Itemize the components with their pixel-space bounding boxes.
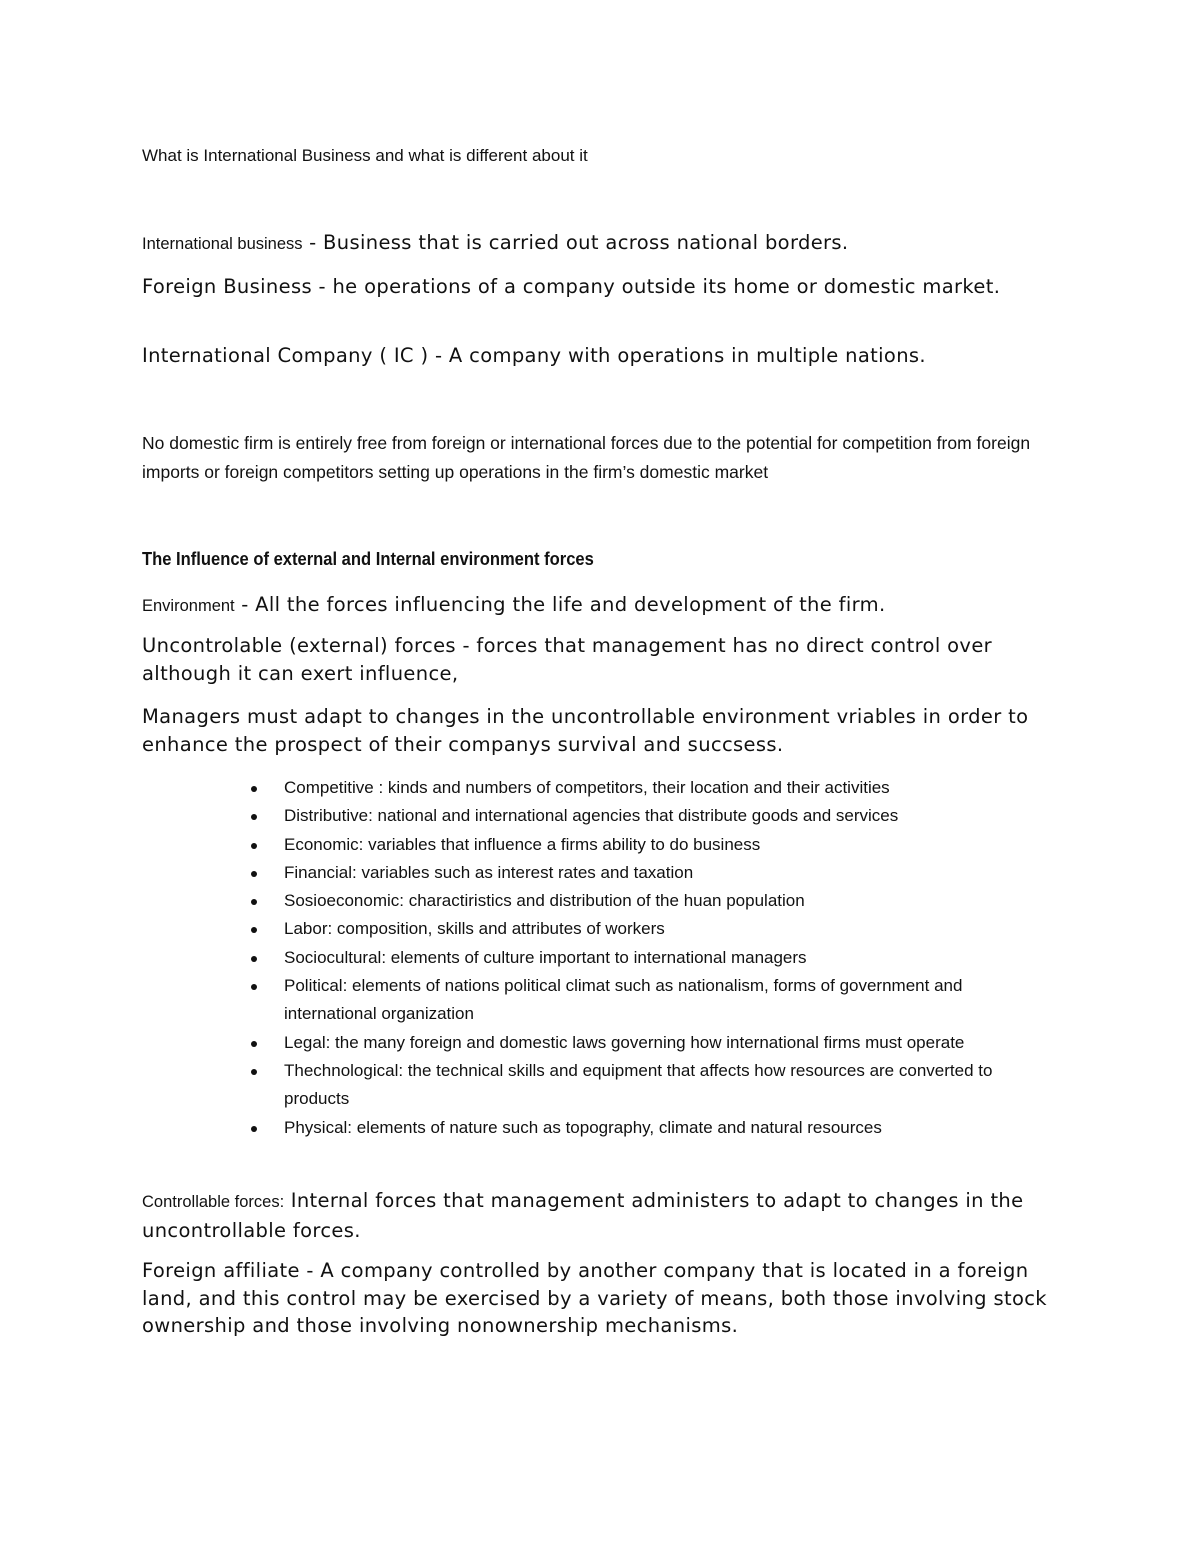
paragraph-text: Managers must adapt to changes in the uncontrollable environment vriables in order to enhance the prospect of their companys survival and succsess. <box>142 705 1029 756</box>
definition-term: Uncontrolable (external) forces <box>142 634 456 657</box>
list-item <box>142 1057 1024 1114</box>
bullet-icon <box>251 984 257 990</box>
list-item <box>142 972 1024 1029</box>
bullet-icon <box>251 871 257 877</box>
definition-international-company <box>142 342 1072 370</box>
definition-term: International Company ( IC ) <box>142 344 429 367</box>
definition-foreign-affiliate <box>142 1257 1072 1340</box>
list-item-text: Labor: composition, skills and attributes of workers <box>284 919 665 939</box>
list-item-text: Political: elements of nations political climat such as nationalism, forms of government and international organization <box>284 976 963 1024</box>
list-item <box>142 774 1024 802</box>
definition-uncontrollable-forces <box>142 632 1072 687</box>
list-item <box>142 859 1024 887</box>
definition-term: Foreign Business <box>142 275 312 298</box>
definition-term: International business <box>142 235 303 253</box>
list-item <box>142 802 1024 830</box>
definition-separator: - <box>428 344 449 367</box>
definition-separator: - <box>302 231 324 254</box>
definition-text: A company controlled by another company that is located in a foreign land, and this control may be exercised by a variety of means, both those involving stock ownership and those involving nonownership mechanisms. <box>142 1259 1047 1337</box>
definition-environment <box>142 591 1072 621</box>
definition-separator: - <box>299 1259 321 1282</box>
definition-text: All the forces influencing the life and development of the firm. <box>255 593 886 616</box>
definition-text: Internal forces that management administers to adapt to changes in the uncontrollable forces. <box>142 1189 1024 1242</box>
bullet-icon <box>251 956 257 962</box>
list-item-text: Financial: variables such as interest rates and taxation <box>284 862 694 882</box>
definition-controllable-forces <box>142 1187 1072 1244</box>
list-item-text: Legal: the many foreign and domestic laws governing how international firms must operate <box>284 1032 965 1052</box>
bullet-icon <box>251 899 257 905</box>
list-item <box>142 831 1024 859</box>
paragraph-domestic-firm: No domestic firm is entirely free from foreign or international forces due to the potential for competition from foreign imports or foreign competitors setting up operations in the firm’s domestic market <box>142 433 1031 482</box>
bullet-icon <box>251 1041 257 1047</box>
list-item <box>142 887 1024 915</box>
list-item <box>142 1029 1024 1057</box>
section-heading: The Influence of external and Internal environment forces <box>142 549 594 569</box>
paragraph-managers-adapt <box>142 703 1072 758</box>
definition-separator: - <box>455 634 477 657</box>
bullet-icon <box>251 786 257 792</box>
environment-forces-list <box>142 774 1072 1142</box>
list-item-text: Thechnological: the technical skills and equipment that affects how resources are converted to products <box>284 1060 993 1109</box>
definition-text: A company with operations in multiple nations. <box>448 344 926 367</box>
bullet-icon <box>251 843 257 849</box>
bullet-icon <box>251 1126 257 1132</box>
list-item <box>142 1114 1024 1142</box>
definition-term: Foreign affiliate <box>142 1259 300 1282</box>
list-item-text: Competitive : kinds and numbers of competitors, their location and their activities <box>284 778 890 797</box>
list-item-text: Distributive: national and international agencies that distribute goods and services <box>284 806 899 826</box>
definition-foreign-business <box>142 273 1072 301</box>
list-item-text: Sociocultural: elements of culture important to international managers <box>284 947 807 967</box>
list-item-text: Sosioeconomic: charactiristics and distribution of the huan population <box>284 891 805 911</box>
bullet-icon <box>251 814 257 820</box>
list-item-text: Physical: elements of nature such as topography, climate and natural resources <box>284 1117 882 1137</box>
definition-term: Controllable forces: <box>142 1193 285 1211</box>
definition-international-business <box>142 229 1072 259</box>
list-item-text: Economic: variables that influence a firms ability to do business <box>284 834 761 854</box>
definition-text: he operations of a company outside its home or domestic market. <box>332 275 1001 298</box>
definition-separator: - <box>234 593 256 616</box>
definition-separator: - <box>311 275 333 298</box>
bullet-icon <box>251 927 257 933</box>
list-item <box>142 915 1024 943</box>
list-item <box>142 944 1024 972</box>
definition-text: forces that management has no direct control over although it can exert influence, <box>142 634 993 685</box>
definition-term: Environment <box>142 597 235 615</box>
bullet-icon <box>251 1069 257 1075</box>
definition-text: Business that is carried out across national borders. <box>323 231 849 254</box>
document-title: What is International Business and what is different about it <box>142 146 588 165</box>
